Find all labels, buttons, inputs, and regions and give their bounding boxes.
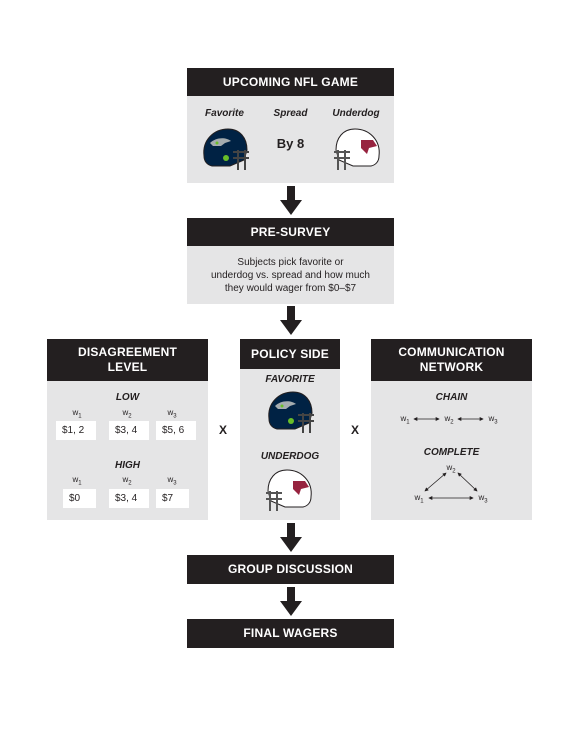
low-w2-value: $3, 4 bbox=[109, 421, 149, 440]
complete-node-w1: $w_1$ bbox=[414, 493, 424, 505]
group-discussion-box bbox=[187, 555, 394, 584]
spread-label: Spread bbox=[273, 108, 308, 119]
complete-label: COMPLETE bbox=[423, 447, 480, 458]
chain-node-w3: $w_3$ bbox=[488, 414, 498, 426]
high-w3-value: $7 bbox=[156, 489, 189, 508]
cardinals-helmet-icon bbox=[265, 467, 315, 515]
seahawks-helmet-icon bbox=[200, 126, 250, 174]
policy-panel bbox=[240, 369, 340, 520]
favorite-label: Favorite bbox=[205, 108, 244, 119]
final-wagers-box bbox=[187, 619, 394, 648]
down-arrow-icon bbox=[280, 587, 302, 617]
policy-underdog-label: UNDERDOG bbox=[260, 451, 320, 462]
w3-label: $w_3$ bbox=[167, 475, 177, 487]
final-wagers-title: FINAL WAGERS bbox=[243, 626, 338, 640]
policy-title: POLICY SIDE bbox=[251, 346, 329, 361]
chain-node-w1: $w_1$ bbox=[400, 414, 410, 426]
policy-header bbox=[240, 339, 340, 369]
spread-value: By 8 bbox=[276, 136, 305, 151]
times-symbol: X bbox=[351, 423, 360, 437]
w1-label: $w_1$ bbox=[72, 408, 82, 420]
presurvey-line-2: underdog vs. spread and how much bbox=[211, 270, 370, 281]
policy-favorite-label: FAVORITE bbox=[265, 374, 315, 385]
complete-node-w2: $w_2$ bbox=[446, 463, 456, 475]
cardinals-helmet-icon bbox=[333, 126, 383, 174]
low-w3-value: $5, 6 bbox=[156, 421, 196, 440]
chain-label: CHAIN bbox=[435, 392, 468, 403]
times-symbol: X bbox=[219, 423, 228, 437]
presurvey-header bbox=[187, 218, 394, 246]
network-panel bbox=[371, 381, 532, 520]
low-label: LOW bbox=[115, 392, 140, 403]
network-title-2: NETWORK bbox=[419, 360, 484, 374]
w2-label: $w_2$ bbox=[122, 475, 132, 487]
high-label: HIGH bbox=[115, 460, 140, 471]
underdog-label: Underdog bbox=[332, 108, 380, 119]
down-arrow-icon bbox=[280, 523, 302, 553]
presurvey-panel bbox=[187, 246, 394, 304]
high-w2-value: $3, 4 bbox=[109, 489, 149, 508]
down-arrow-icon bbox=[280, 306, 302, 336]
complete-node-w3: $w_3$ bbox=[478, 493, 488, 505]
down-arrow-icon bbox=[280, 186, 302, 216]
presurvey-line-1: Subjects pick favorite or bbox=[237, 257, 344, 268]
disagreement-header bbox=[47, 339, 208, 381]
low-w1-value: $1, 2 bbox=[56, 421, 96, 440]
upcoming-game-title: UPCOMING NFL GAME bbox=[222, 74, 359, 89]
disagreement-title-2: LEVEL bbox=[107, 360, 148, 374]
w3-label: $w_3$ bbox=[167, 408, 177, 420]
seahawks-helmet-icon bbox=[265, 389, 315, 437]
w2-label: $w_2$ bbox=[122, 408, 132, 420]
group-discussion-title: GROUP DISCUSSION bbox=[228, 562, 353, 576]
disagreement-panel bbox=[47, 381, 208, 520]
network-title-1: COMMUNICATION bbox=[398, 345, 505, 359]
presurvey-line-3: they would wager from $0–$7 bbox=[224, 283, 357, 294]
upcoming-game-panel bbox=[187, 96, 394, 183]
disagreement-title-1: DISAGREEMENT bbox=[77, 345, 178, 359]
network-header bbox=[371, 339, 532, 381]
presurvey-title: PRE-SURVEY bbox=[250, 224, 331, 239]
high-w1-value: $0 bbox=[63, 489, 96, 508]
w1-label: $w_1$ bbox=[72, 475, 82, 487]
chain-node-w2: $w_2$ bbox=[444, 414, 454, 426]
upcoming-game-header bbox=[187, 68, 394, 96]
